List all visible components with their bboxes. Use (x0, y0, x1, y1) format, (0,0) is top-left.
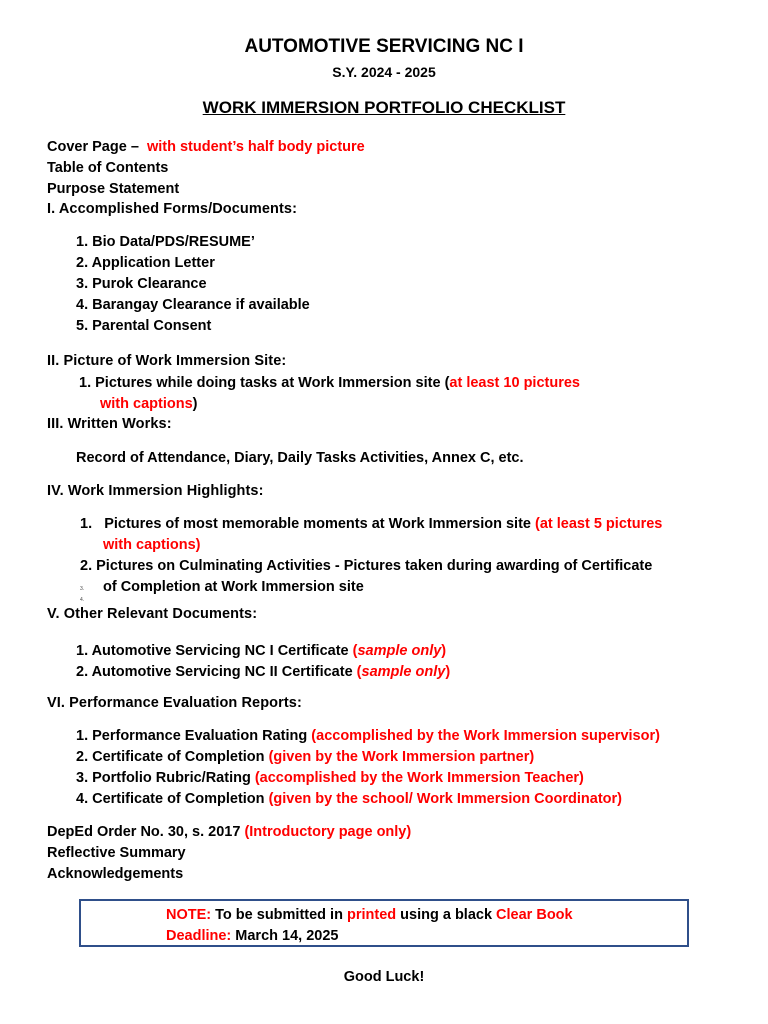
s4-item-1-num: 1. (80, 516, 93, 532)
s2-item-1-close: ) (192, 396, 198, 412)
purpose-statement: Purpose Statement (47, 181, 180, 197)
s5-item-2-close: ) (445, 664, 451, 680)
cover-page-note: with student’s half body picture (146, 139, 365, 155)
deadline-line (166, 927, 338, 945)
deadline-value: March 14, 2025 (231, 928, 339, 944)
s6-item-1-note: (accomplished by the Work Immersion supervisor) (311, 728, 660, 744)
s5-item-1-open: ( (352, 643, 358, 659)
acknowledgements: Acknowledgements (47, 866, 184, 882)
note-text-a: To be submitted in (211, 907, 347, 923)
s6-item-2-note: (given by the Work Immersion partner) (268, 749, 535, 765)
deadline-label: Deadline: (166, 928, 232, 944)
section-2-heading: II. Picture of Work Immersion Site: (47, 353, 287, 369)
s2-item-1-text: 1. Pictures while doing tasks at Work Immersion site ( (79, 375, 450, 391)
section-1-heading: I. Accomplished Forms/Documents: (47, 201, 298, 217)
document-subtitle (0, 98, 768, 118)
s5-item-2 (76, 663, 450, 681)
table-of-contents: Table of Contents (47, 160, 169, 176)
s6-item-2-text: 2. Certificate of Completion (76, 749, 269, 765)
s3-body: Record of Attendance, Diary, Daily Tasks Activities, Annex C, etc. (76, 450, 524, 466)
note-clear-book: Clear Book (496, 907, 573, 923)
s4-item-1-note-cont: with captions) (103, 537, 201, 553)
s4-item-2-cont: of Completion at Work Immersion site (103, 579, 364, 595)
section-4-heading: IV. Work Immersion Highlights: (47, 483, 264, 499)
s2-item-1-note-cont: with captions (100, 396, 193, 412)
s1-item-5: 5. Parental Consent (76, 318, 212, 334)
s1-item-2: 2. Application Letter (76, 255, 215, 271)
note-printed: printed (346, 907, 397, 923)
note-text-b: using a black (396, 907, 497, 923)
school-year: S.Y. 2024 - 2025 (332, 64, 436, 80)
s6-item-2 (76, 748, 534, 766)
s1-item-1: 1. Bio Data/PDS/RESUME’ (76, 234, 255, 250)
deped-order-note: (Introductory page only) (244, 824, 412, 840)
subtitle-text: WORK IMMERSION PORTFOLIO CHECKLIST (202, 98, 566, 117)
s4-item-2: 2. Pictures on Culminating Activities - Pictures taken during awarding of Certificate (80, 558, 653, 574)
s4-tiny-3: 3. (80, 586, 85, 592)
s5-item-1 (76, 642, 446, 660)
deped-order-text: DepEd Order No. 30, s. 2017 (47, 824, 245, 840)
s5-item-1-text: 1. Automotive Servicing NC I Certificate (76, 643, 353, 659)
note-label: NOTE: (166, 907, 212, 923)
section-5-heading: V. Other Relevant Documents: (47, 606, 258, 622)
s6-item-3-note: (accomplished by the Work Immersion Teacher) (254, 770, 584, 786)
s5-item-2-open: ( (356, 664, 362, 680)
s2-item-1-note: at least 10 pictures (449, 375, 580, 391)
s6-item-1 (76, 727, 660, 745)
s5-item-2-text: 2. Automotive Servicing NC II Certificate (76, 664, 357, 680)
s2-item-1-cont (100, 395, 198, 413)
s2-item-1 (79, 374, 580, 392)
s4-item-1-note: (at least 5 pictures (535, 516, 663, 532)
s6-item-4 (76, 790, 622, 808)
section-6-heading: VI. Performance Evaluation Reports: (47, 695, 302, 711)
document-title: AUTOMOTIVE SERVICING NC I (244, 36, 524, 57)
reflective-summary: Reflective Summary (47, 845, 186, 861)
cover-page-label: Cover Page – (47, 139, 139, 155)
s6-item-4-note: (given by the school/ Work Immersion Coordinator) (268, 791, 622, 807)
s5-item-2-sample: sample only (361, 664, 446, 680)
s1-item-3: 3. Purok Clearance (76, 276, 207, 292)
section-3-heading: III. Written Works: (47, 416, 172, 432)
s1-item-4: 4. Barangay Clearance if available (76, 297, 310, 313)
good-luck: Good Luck! (343, 969, 425, 985)
note-line (166, 906, 573, 924)
s6-item-3 (76, 769, 584, 787)
s6-item-3-text: 3. Portfolio Rubric/Rating (76, 770, 255, 786)
s5-item-1-sample: sample only (357, 643, 442, 659)
deped-order-line (47, 823, 411, 841)
s4-tiny-4: 4. (80, 597, 85, 603)
s6-item-4-text: 4. Certificate of Completion (76, 791, 269, 807)
s5-item-1-close: ) (441, 643, 447, 659)
s6-item-1-text: 1. Performance Evaluation Rating (76, 728, 312, 744)
s4-item-1 (80, 515, 662, 533)
cover-page-line (47, 138, 365, 156)
s4-item-1-text: Pictures of most memorable moments at Work Immersion site (104, 516, 531, 532)
